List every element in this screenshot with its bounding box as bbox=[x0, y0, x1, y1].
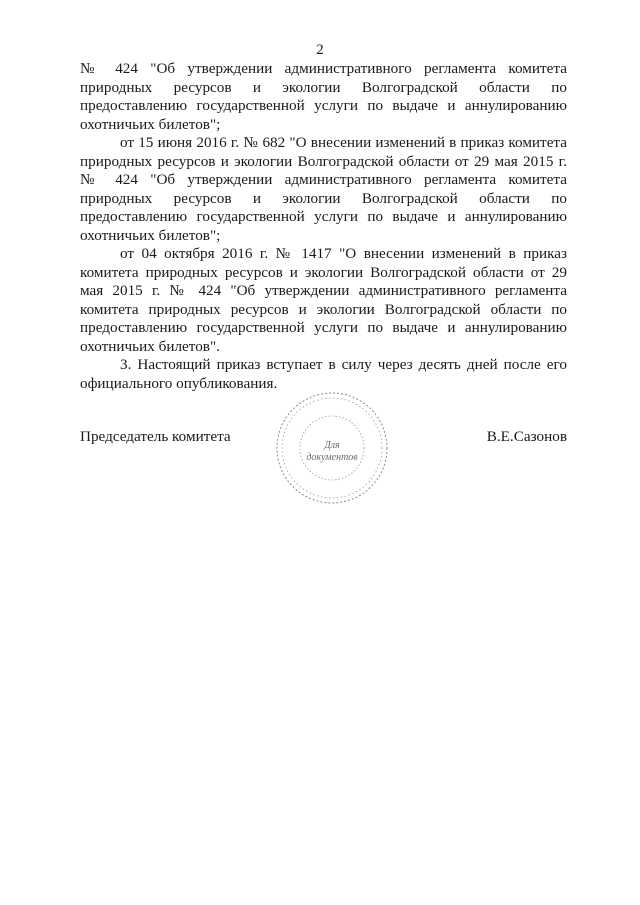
seal-text-line1: Для bbox=[324, 440, 340, 451]
signature-block bbox=[80, 428, 567, 448]
paragraph-order-1417: от 04 октября 2016 г. № 1417 "О внесении изменений в приказ комитета природных ресурсов и экологии Волгоградской области от 29 мая 2015 г. № 424 "Об утверждении административного регламента комитета природных ресурсов и экологии Волгоградской области по предоставлению государственной услуги по выдаче и аннулированию охотничьих билетов". bbox=[80, 245, 567, 355]
paragraph-effective-date: 3. Настоящий приказ вступает в силу через десять дней после его официального опубликования. bbox=[80, 356, 567, 392]
signatory-title: Председатель комитета bbox=[80, 428, 231, 445]
paragraph-order-682: от 15 июня 2016 г. № 682 "О внесении изменений в приказ комитета природных ресурсов и экологии Волгоградской области от 29 мая 2015 г. № 424 "Об утверждении административного регламента комитета природных ресурсов и экологии Волгоградской области по предоставлению государственной услуги по выдаче и аннулированию охотничьих билетов"; bbox=[80, 134, 567, 244]
document-body bbox=[80, 60, 567, 393]
official-seal-stamp bbox=[272, 388, 392, 508]
signatory-name: В.Е.Сазонов bbox=[486, 428, 567, 445]
seal-text-line2: документов bbox=[306, 452, 358, 463]
seal-icon bbox=[272, 388, 392, 508]
paragraph-order-424: № 424 "Об утверждении административного регламента комитета природных ресурсов и экологии Волгоградской области по предоставлению государственной услуги по выдаче и аннулированию охотничьих билетов"; bbox=[80, 60, 567, 133]
page-number: 2 bbox=[316, 42, 324, 58]
